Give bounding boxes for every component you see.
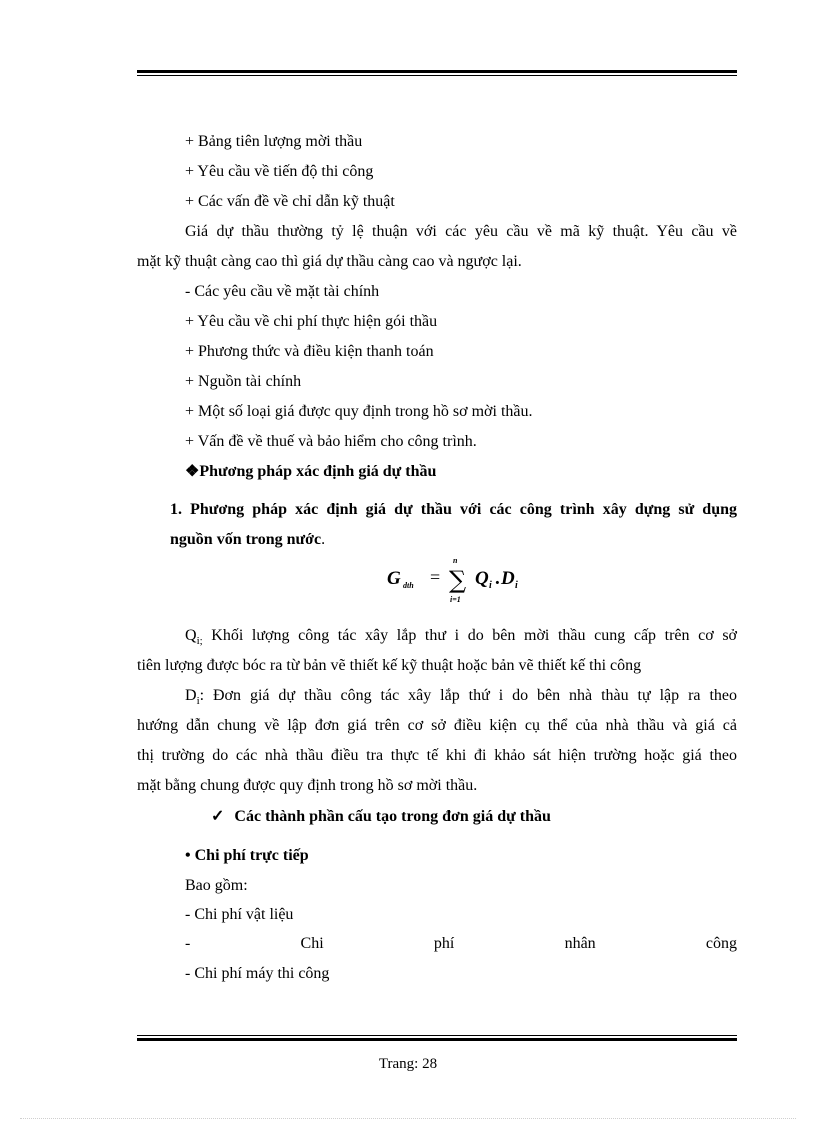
text-line: - Các yêu cầu về mặt tài chính [185, 283, 380, 300]
text-line: + Yêu cầu về chi phí thực hiện gói thầu [185, 313, 438, 330]
cost-item-machine: - Chi phí máy thi công [185, 965, 330, 982]
text-line: Bao gồm: [185, 877, 248, 894]
qi-subscript: i; [196, 635, 203, 648]
qi-definition-line2: tiên lượng được bóc ra từ bản vẽ thiết kế kỹ thuật hoặc bản vẽ thiết kế thi công [137, 657, 642, 674]
qi-text: Khối lượng công tác xây lắp thư i do bên mời thầu cung cấp trên cơ sở [202, 627, 737, 644]
section-heading-label: Phương pháp xác định giá dự thầu [199, 463, 437, 480]
section-heading-components [211, 807, 551, 827]
bullet-icon: • [185, 847, 191, 864]
formula-lhs: G [387, 568, 401, 589]
cost-item-labor: - Chi phí nhân công [185, 935, 737, 952]
qi-definition-line1 [185, 626, 737, 651]
heading-1-line1: 1. Phương pháp xác định giá dự thầu với các công trình xây dựng sử dụng [170, 501, 737, 518]
check-mark-icon: ✓ [211, 808, 225, 825]
page-edge-divider [20, 1118, 796, 1119]
diamond-bullet-icon: ❖ [185, 463, 200, 480]
heading-1-tail: . [321, 531, 326, 548]
formula-lower: i=1 [450, 595, 461, 604]
formula-eq: = [430, 567, 441, 587]
section-heading-methods [185, 462, 436, 482]
text-line: + Các vấn đề về chỉ dẫn kỹ thuật [185, 193, 395, 210]
di-definition-line4: mặt bằng chung được quy định trong hồ sơ mời thầu. [137, 777, 478, 794]
page-number: Trang: 28 [378, 1056, 438, 1072]
text-line: + Phương thức và điều kiện thanh toán [185, 343, 434, 360]
text-line: Giá dự thầu thường tỷ lệ thuận với các yêu cầu về mã kỹ thuật. Yêu cầu về [185, 223, 737, 240]
formula-lhs-sub: dth [403, 581, 414, 590]
heading-1-line2-text: nguồn vốn trong nước [170, 531, 322, 548]
text-line: + Một số loại giá được quy định trong hồ sơ mời thầu. [185, 403, 533, 420]
text-line: + Bảng tiên lượng mời thầu [185, 133, 363, 150]
text-line: + Yêu cầu về tiến độ thi công [185, 163, 374, 180]
di-symbol: D [185, 687, 197, 704]
formula-term2-sub: i [515, 580, 518, 591]
header-rule [137, 70, 737, 76]
text-line: + Nguồn tài chính [185, 373, 302, 390]
formula-dot: . [495, 568, 500, 589]
components-heading-label: Các thành phần cấu tạo trong đơn giá dự thầu [234, 808, 551, 825]
heading-1-line2 [170, 530, 325, 550]
formula-sum: ∑ [449, 566, 467, 594]
di-text: : Đơn giá dự thầu công tác xây lắp thứ i do bên nhà thàu tự lập ra theo [199, 687, 737, 704]
formula-term1-sub: i [489, 580, 492, 591]
formula-upper: n [453, 558, 458, 565]
footer-rule [137, 1035, 737, 1041]
formula-term2: D [501, 568, 515, 589]
qi-symbol: Q [185, 627, 197, 644]
formula-term1: Q [475, 568, 489, 589]
di-definition-line2: hướng dẫn chung về lập đơn giá trên cơ sở điều kiện cụ thể của nhà thầu và giá cả [137, 717, 737, 734]
section-heading-direct [185, 846, 309, 866]
text-line: + Vấn đề về thuế và bảo hiểm cho công trình. [185, 433, 477, 450]
di-definition-line3: thị trường do các nhà thầu điều tra thực tế khi đi khảo sát hiện trường hoặc giá theo [137, 747, 737, 764]
bid-price-formula [387, 558, 587, 608]
di-subscript: i [196, 695, 200, 708]
text-line: mặt kỹ thuật càng cao thì giá dự thầu càng cao và ngược lại. [137, 253, 522, 270]
di-definition-line1 [185, 686, 737, 711]
cost-item-material: - Chi phí vật liệu [185, 906, 294, 923]
direct-heading-label: Chi phí trực tiếp [194, 847, 309, 864]
